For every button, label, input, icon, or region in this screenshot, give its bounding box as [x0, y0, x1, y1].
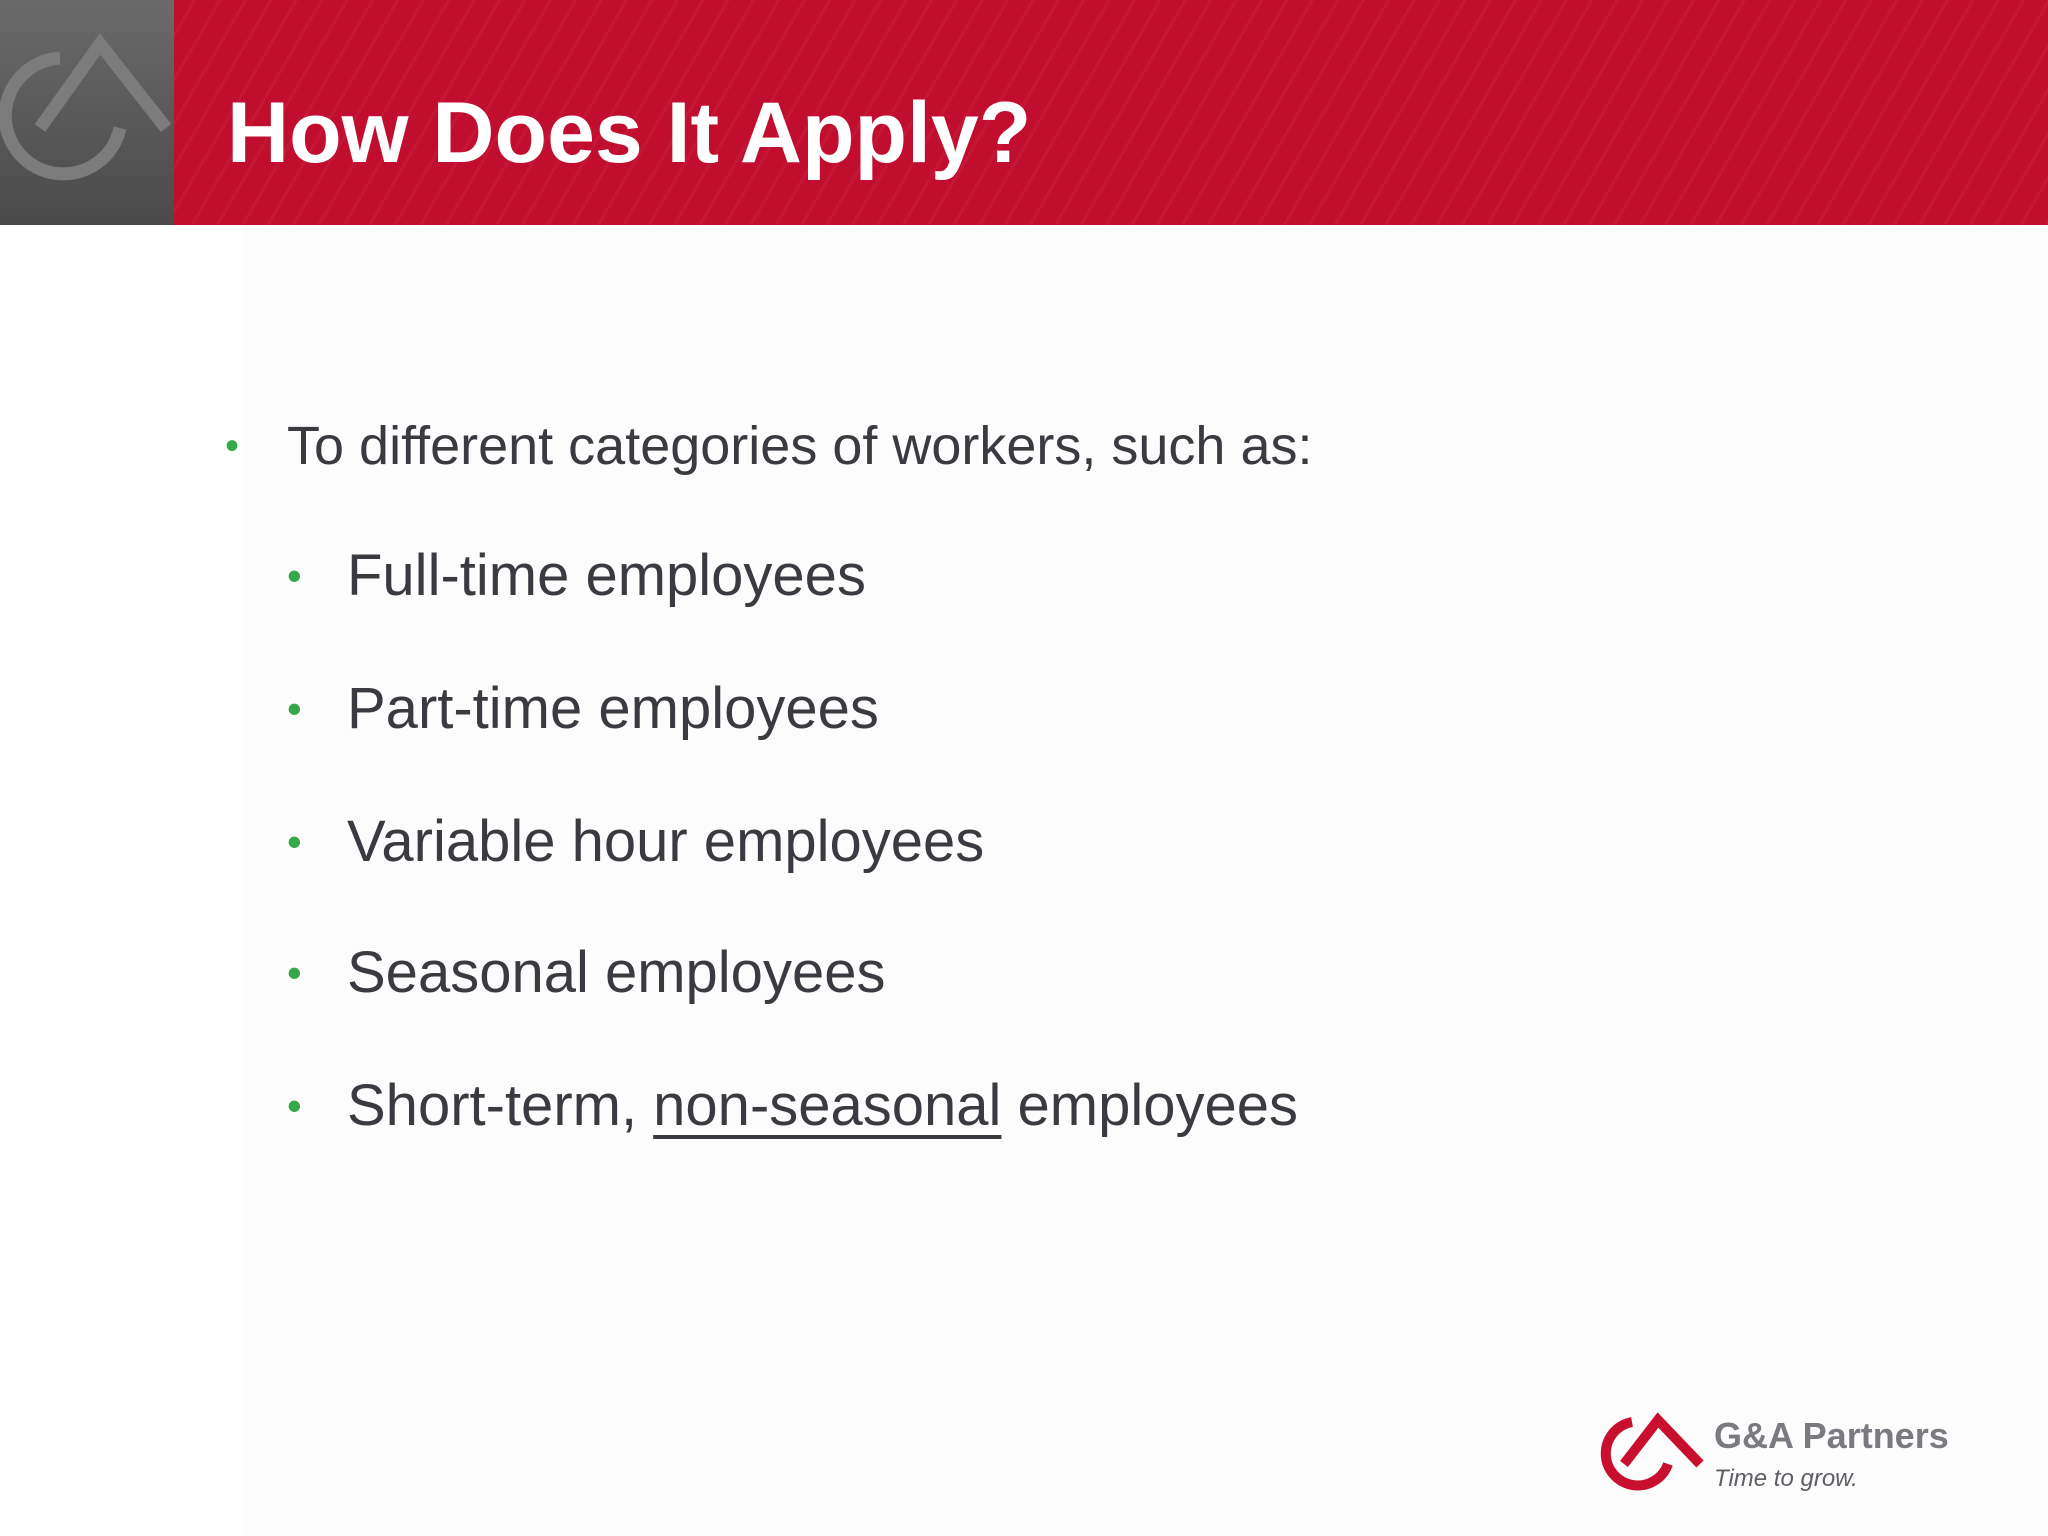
bullet-item-intro	[225, 410, 1313, 482]
bullet-item-part-time	[287, 671, 879, 747]
bullet-text: Full-time employees	[347, 543, 866, 608]
bullet-text: Variable hour employees	[347, 809, 985, 874]
bullet-dot-icon: •	[287, 1082, 302, 1129]
bullet-dot-icon: •	[287, 818, 302, 865]
bullet-item-seasonal	[287, 935, 886, 1011]
bullet-text-underlined: non-seasonal	[653, 1073, 1002, 1138]
brand-logo	[1596, 1404, 2016, 1514]
bullet-dot-icon: •	[287, 949, 302, 996]
slide-title: How Does It Apply?	[227, 85, 1032, 181]
bullet-dot-icon: •	[287, 552, 302, 599]
bullet-dot-icon: •	[287, 685, 302, 732]
bullet-item-variable-hour	[287, 804, 985, 880]
bullet-text-suffix: employees	[1001, 1073, 1299, 1138]
brand-tagline: Time to grow.	[1714, 1465, 1858, 1492]
bullet-text: To different categories of workers, such as:	[287, 416, 1313, 476]
bullet-text-prefix: Short-term,	[347, 1073, 654, 1138]
bullet-text: Part-time employees	[347, 676, 879, 741]
bullet-text: Seasonal employees	[347, 940, 886, 1005]
bullet-item-short-term	[287, 1068, 1299, 1144]
bullet-dot-icon: •	[225, 424, 240, 468]
ga-partners-logo-icon	[1596, 1408, 1708, 1508]
bullet-item-full-time	[287, 538, 866, 614]
brand-name: G&A Partners	[1714, 1415, 1949, 1456]
